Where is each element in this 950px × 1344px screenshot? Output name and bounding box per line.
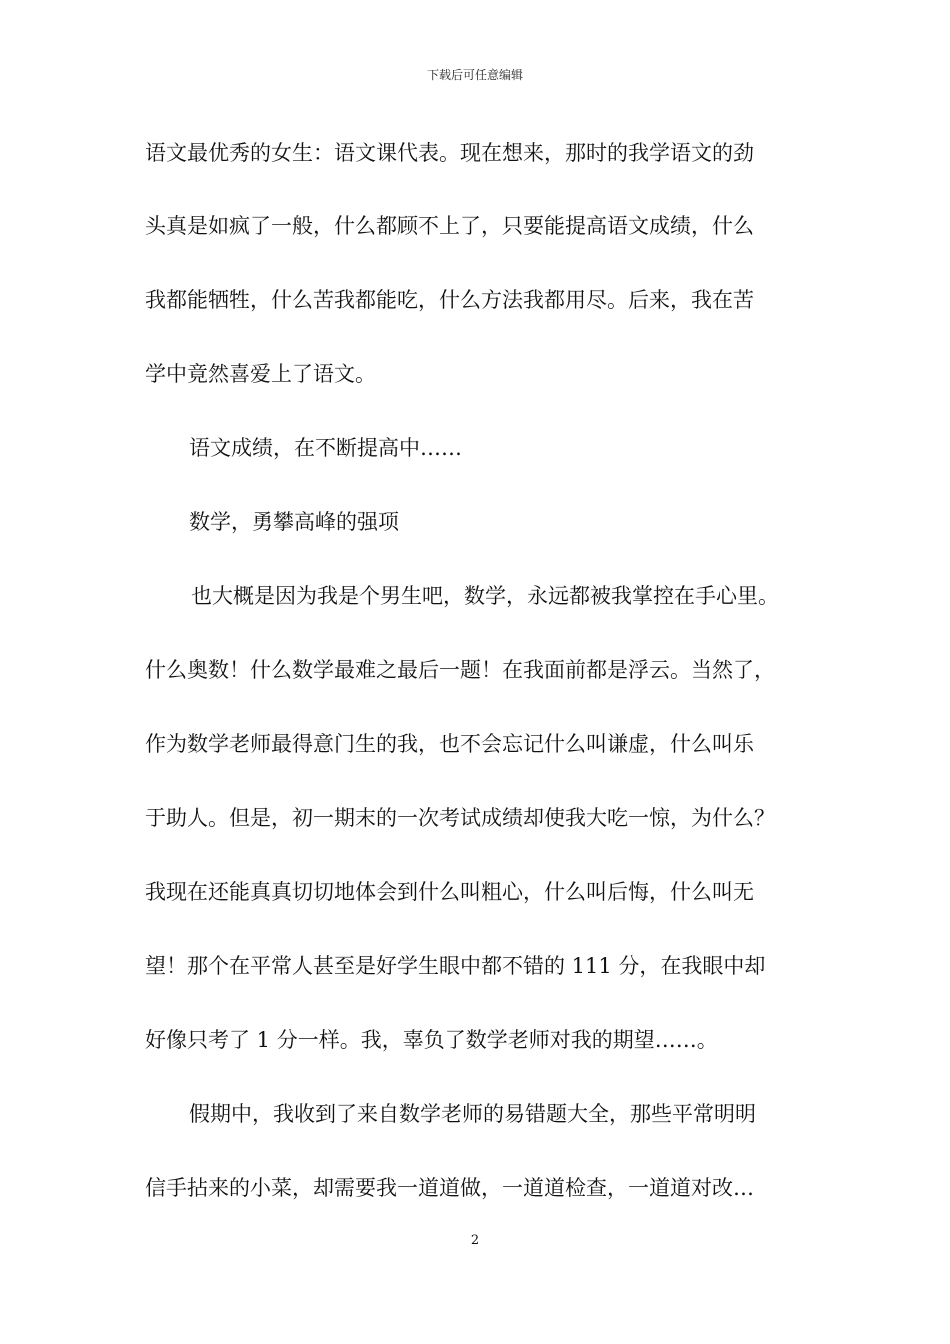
body-text-line: 我现在还能真真切切地体会到什么叫粗心，什么叫后悔，什么叫无 [145,880,754,904]
body-text-line: 信手拈来的小菜，却需要我一道道做，一道道检查，一道道对改… [145,1176,754,1200]
page-header: 下载后可任意编辑 [426,68,523,82]
body-text-line: 语文成绩，在不断提高中…… [189,436,462,460]
page-number: 2 [470,1233,480,1248]
section-heading: 数学，勇攀高峰的强项 [189,510,399,534]
body-text-line: 我都能牺牲，什么苦我都能吃，什么方法我都用尽。后来，我在苦 [145,288,754,312]
body-text-line: 也大概是因为我是个男生吧，数学，永远都被我掌控在手心里。 [191,584,779,608]
body-text-line: 头真是如疯了一般，什么都顾不上了，只要能提高语文成绩，什么 [145,214,754,238]
body-text-line: 语文最优秀的女生：语文课代表。现在想来，那时的我学语文的劲 [145,141,754,165]
body-text-line: 作为数学老师最得意门生的我，也不会忘记什么叫谦虚，什么叫乐 [145,732,754,756]
body-text-line: 假期中，我收到了来自数学老师的易错题大全，那些平常明明 [189,1102,756,1126]
body-text-line: 学中竟然喜爱上了语文。 [145,362,376,386]
body-text-line: 于助人。但是，初一期末的一次考试成绩却使我大吃一惊，为什么？ [145,806,775,830]
body-text-line: 好像只考了 1 分一样。我，辜负了数学老师对我的期望……。 [145,1028,718,1052]
body-text-line: 望！那个在平常人甚至是好学生眼中都不错的 111 分，在我眼中却 [145,954,766,978]
body-text-line: 什么奥数！什么数学最难之最后一题！在我面前都是浮云。当然了， [145,658,775,682]
